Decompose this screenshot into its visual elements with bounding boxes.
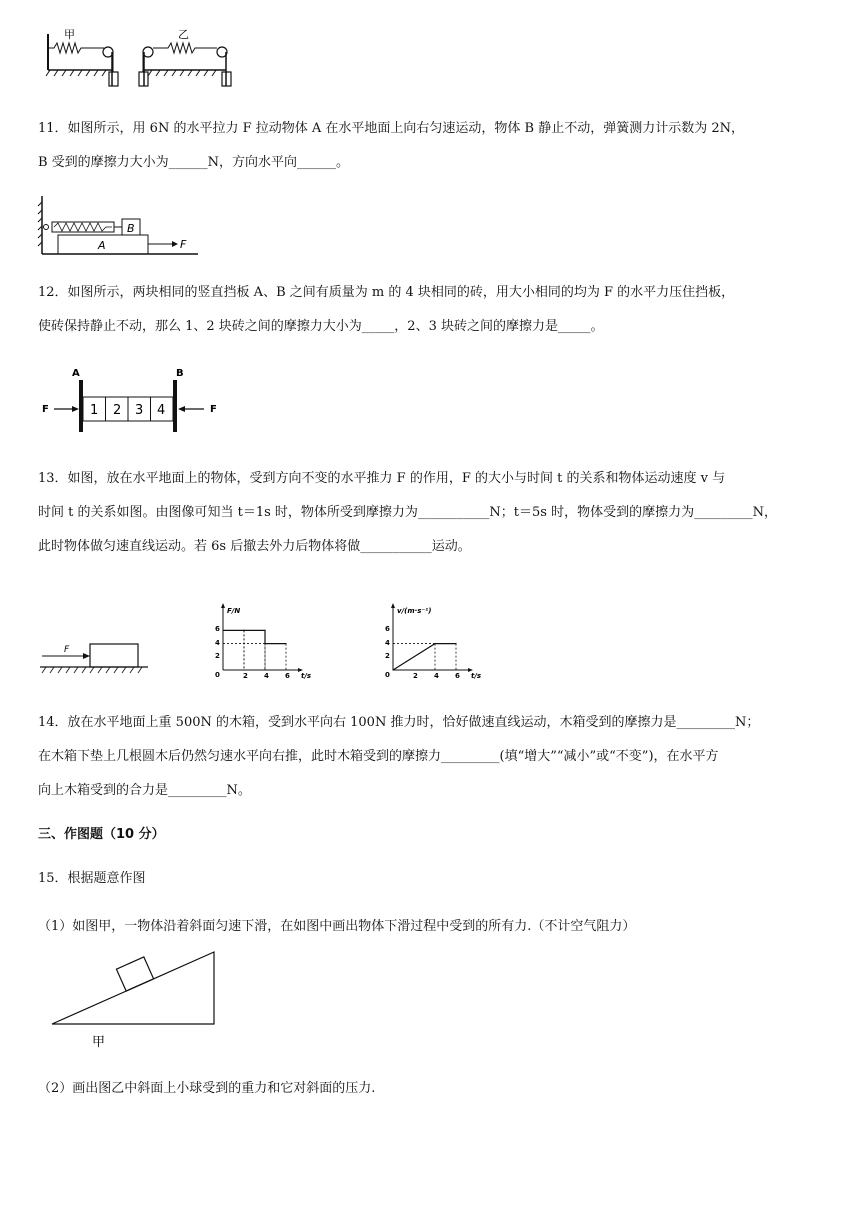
chart-v-y-arrow bbox=[391, 603, 395, 608]
velocity-time-chart bbox=[375, 602, 490, 680]
q12-line1: 12．如图所示，两块相同的竖直挡板 A、B 之间有质量为 m 的 4 块相同的砖，用大小相同的均为 F 的水平力压住挡板， bbox=[38, 285, 735, 300]
q12-line2: 使砖保持静止不动，那么 1、2 块砖之间的摩擦力大小为_____，2、3 块砖之间的摩擦力是_____。 bbox=[38, 319, 604, 334]
chart-f-xtick: 6 bbox=[285, 672, 290, 680]
chart-f-ytick: 2 bbox=[215, 652, 220, 660]
chart-v-data-point bbox=[455, 643, 456, 644]
q12-board-b-label: B bbox=[176, 368, 184, 379]
section-3-heading: 三、作图题（10 分） bbox=[38, 827, 165, 842]
q12-force-left-label: F bbox=[42, 404, 49, 415]
q14-line1: 14．放在水平地面上重 500N 的木箱，受到水平向右 100N 推力时，恰好做速直线运动，木箱受到的摩擦力是_________N； bbox=[38, 715, 760, 730]
brick-2-label: 2 bbox=[113, 403, 122, 418]
chart-f-ylabel: F/N bbox=[227, 607, 241, 615]
chart-v-xtick: 6 bbox=[455, 672, 460, 680]
chart-f-xtick: 4 bbox=[264, 672, 269, 680]
fig-jia-label: 甲 bbox=[92, 1035, 106, 1050]
q13-line1: 13．如图，放在水平地面上的物体，受到方向不变的水平推力 F 的作用，F 的大小与时间 t 的关系和物体运动速度 v 与 bbox=[38, 471, 726, 486]
incline-figure-jia bbox=[48, 950, 220, 1050]
chart-v-xtick: 2 bbox=[413, 672, 418, 680]
chart-v-data-point bbox=[392, 669, 393, 670]
incline-block bbox=[116, 957, 153, 991]
chart-v-origin: 0 bbox=[385, 671, 390, 679]
chart-f-data-point bbox=[222, 630, 223, 631]
q12-figure bbox=[38, 364, 228, 436]
brick-3-label: 3 bbox=[135, 403, 144, 418]
yi-label: 乙 bbox=[178, 28, 189, 41]
brick-1-label: 1 bbox=[90, 403, 99, 418]
q11-line1: 11．如图所示，用 6N 的水平拉力 F 拉动物体 A 在水平地面上向右匀速运动，物体 B 静止不动，弹簧测力计示数为 2N， bbox=[38, 121, 744, 136]
chart-f-data-point bbox=[243, 630, 244, 631]
q12-force-right-label: F bbox=[210, 404, 217, 415]
q12-board-a-label: A bbox=[72, 368, 80, 379]
chart-v-ytick: 6 bbox=[385, 625, 390, 633]
q11-figure bbox=[38, 192, 208, 260]
q13-block-figure bbox=[38, 636, 158, 676]
chart-f-ytick: 6 bbox=[215, 625, 220, 633]
chart-v-ytick: 4 bbox=[385, 639, 390, 647]
q14-line2: 在木箱下垫上几根圆木后仍然匀速水平向右推，此时木箱受到的摩擦力_________(填“增大”“减小”或“不变”)，在水平方 bbox=[38, 749, 719, 764]
chart-v-series-line bbox=[393, 644, 456, 670]
chart-f-xtick: 2 bbox=[243, 672, 248, 680]
chart-f-data-point bbox=[285, 643, 286, 644]
force-time-chart bbox=[205, 602, 315, 680]
q13-line2: 时间 t 的关系如图。由图像可知当 t＝1s 时，物体所受到摩擦力为___________N；t＝5s 时，物体受到的摩擦力为_________N， bbox=[38, 505, 777, 520]
q13-force-label: F bbox=[64, 645, 70, 655]
chart-f-data-point bbox=[264, 630, 265, 631]
q11-block-b-label: B bbox=[127, 222, 135, 235]
chart-v-ylabel: v/(m·s⁻¹) bbox=[397, 607, 432, 615]
brick-4-label: 4 bbox=[157, 403, 166, 418]
top-spring-figure bbox=[40, 26, 250, 96]
q15-title: 15．根据题意作图 bbox=[38, 871, 146, 886]
jia-label: 甲 bbox=[64, 28, 75, 41]
chart-v-xtick: 4 bbox=[434, 672, 439, 680]
q15-part1: （1）如图甲，一物体沿着斜面匀速下滑，在如图中画出物体下滑过程中受到的所有力.（不计空气阻力） bbox=[38, 919, 636, 934]
q13-line3: 此时物体做匀速直线运动。若 6s 后撤去外力后物体将做___________运动。 bbox=[38, 539, 471, 554]
chart-v-xlabel: t/s bbox=[471, 672, 482, 680]
q15-part2: （2）画出图乙中斜面上小球受到的重力和它对斜面的压力. bbox=[38, 1081, 376, 1096]
chart-f-origin: 0 bbox=[215, 671, 220, 679]
chart-f-data-point bbox=[264, 643, 265, 644]
chart-f-series-line bbox=[223, 630, 286, 643]
chart-f-ytick: 4 bbox=[215, 639, 220, 647]
chart-v-ytick: 2 bbox=[385, 652, 390, 660]
chart-f-y-arrow bbox=[221, 603, 225, 608]
q11-line2: B 受到的摩擦力大小为______N，方向水平向______。 bbox=[38, 155, 350, 170]
q11-block-a-label: A bbox=[98, 239, 106, 252]
chart-v-data-point bbox=[434, 643, 435, 644]
q11-force-label: F bbox=[180, 238, 187, 251]
chart-f-xlabel: t/s bbox=[301, 672, 312, 680]
q14-line3: 向上木箱受到的合力是_________N。 bbox=[38, 783, 251, 798]
